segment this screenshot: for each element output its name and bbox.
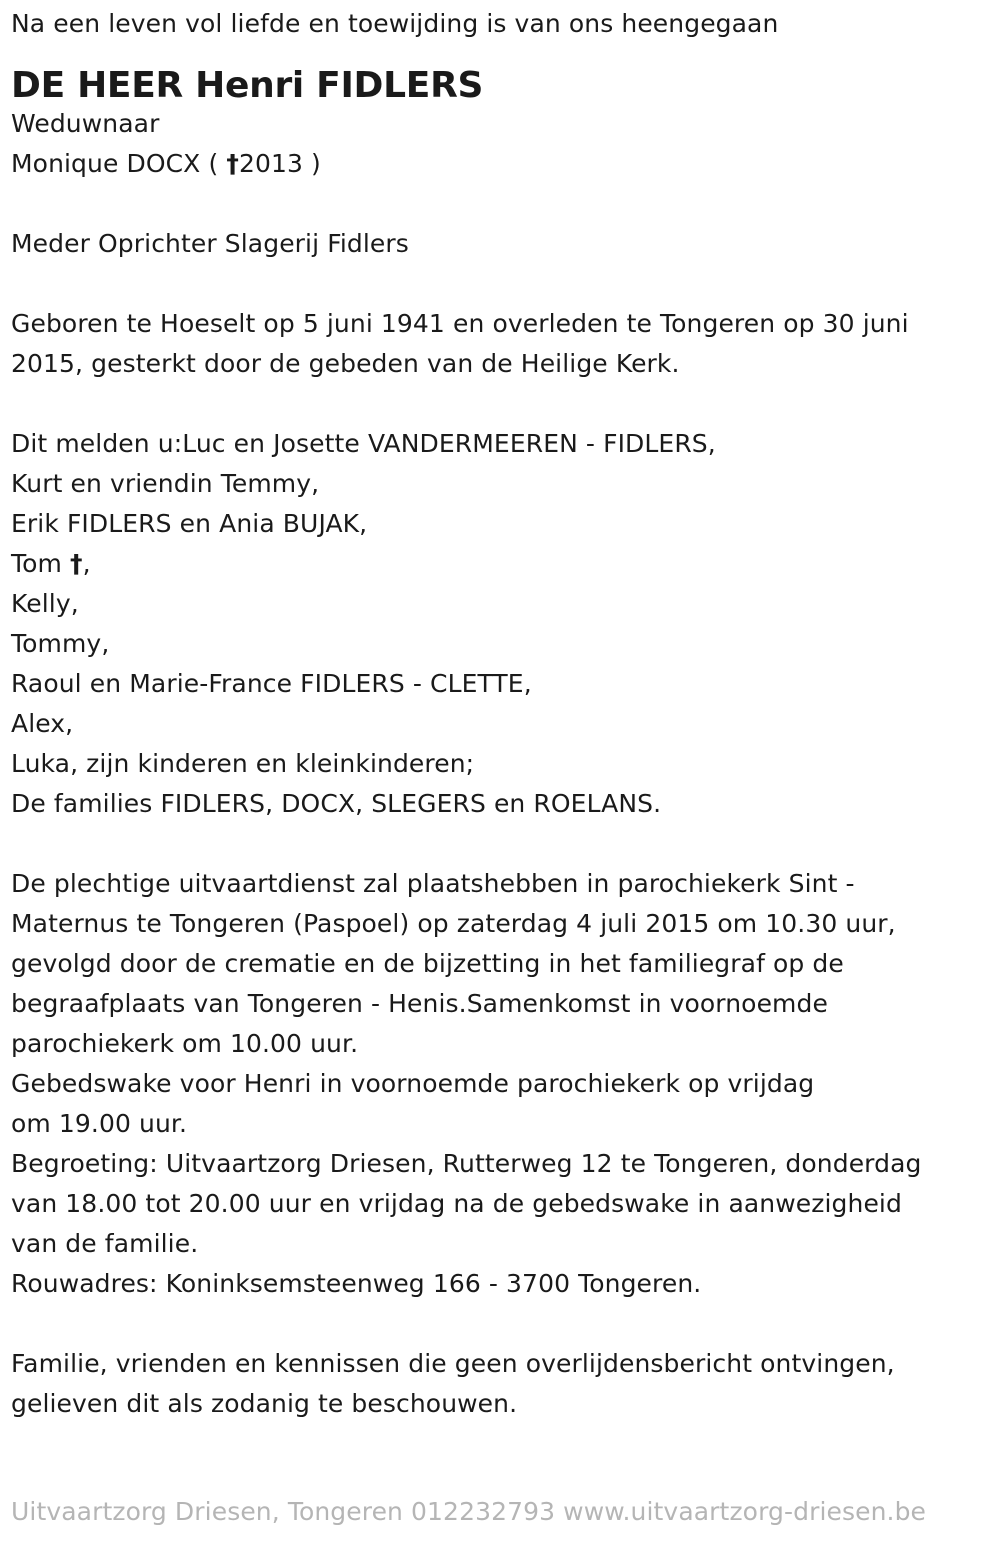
relation-text: Weduwnaar (11, 109, 160, 138)
service-line: parochiekerk om 10.00 uur. (11, 1029, 359, 1058)
spacer (11, 264, 991, 304)
spacer (11, 1304, 991, 1344)
service-line: De plechtige uitvaartdienst zal plaatshebben in parochiekerk Sint - (11, 869, 855, 898)
family-separator: , (82, 549, 91, 578)
closing-line: Familie, vrienden en kennissen die geen overlijdensbericht ontvingen, (11, 1349, 895, 1378)
cross-icon: † (70, 549, 83, 578)
spouse-line (11, 144, 991, 184)
spacer (11, 184, 991, 224)
cross-icon: † (226, 149, 239, 178)
family-line: De families FIDLERS, DOCX, SLEGERS en ROELANS. (11, 789, 662, 818)
family-line: Luka, zijn kinderen en kleinkinderen; (11, 749, 475, 778)
service-line: begraafplaats van Tongeren - Henis.Samenkomst in voornoemde (11, 989, 828, 1018)
spacer (11, 384, 991, 424)
service-line: Begroeting: Uitvaartzorg Driesen, Rutterweg 12 te Tongeren, donderdag (11, 1149, 922, 1178)
service-line: van 18.00 tot 20.00 uur en vrijdag na de gebedswake in aanwezigheid (11, 1189, 902, 1218)
spouse-death-year: 2013 ) (238, 149, 321, 178)
birth-death-line: Geboren te Hoeselt op 5 juni 1941 en overleden te Tongeren op 30 juni (11, 309, 909, 338)
obituary-notice (11, 4, 991, 1424)
service-line: Rouwadres: Koninksemsteenweg 166 - 3700 Tongeren. (11, 1269, 702, 1298)
family-line: Kelly, (11, 589, 79, 618)
service-line: Maternus te Tongeren (Paspoel) op zaterdag 4 juli 2015 om 10.30 uur, (11, 909, 896, 938)
service-line: van de familie. (11, 1229, 199, 1258)
spacer (11, 824, 991, 864)
family-line: Tommy, (11, 629, 110, 658)
intro-text: Na een leven vol liefde en toewijding is van ons heengegaan (11, 9, 779, 38)
family-member-name: Tom (11, 549, 62, 578)
service-line: Gebedswake voor Henri in voornoemde parochiekerk op vrijdag (11, 1069, 815, 1098)
family-line: Erik FIDLERS en Ania BUJAK, (11, 509, 368, 538)
family-line: Raoul en Marie-France FIDLERS - CLETTE, (11, 669, 532, 698)
occupation-text: Meder Oprichter Slagerij Fidlers (11, 229, 409, 258)
service-details (11, 864, 991, 1304)
family-line: Alex, (11, 709, 74, 738)
family-line: Dit melden u:Luc en Josette VANDERMEEREN - FIDLERS, (11, 429, 716, 458)
funeral-home-footer: Uitvaartzorg Driesen, Tongeren 012232793 www.uitvaartzorg-driesen.be (11, 1497, 927, 1526)
family-line-tom (11, 544, 991, 584)
service-line: gevolgd door de crematie en de bijzetting in het familiegraf op de (11, 949, 844, 978)
deceased-name: DE HEER Henri FIDLERS (11, 65, 484, 106)
family-line: Kurt en vriendin Temmy, (11, 469, 320, 498)
service-line: om 19.00 uur. (11, 1109, 188, 1138)
birth-death-line: 2015, gesterkt door de gebeden van de Heilige Kerk. (11, 349, 680, 378)
family-list (11, 424, 991, 824)
spouse-name: Monique DOCX ( (11, 149, 219, 178)
closing-line: gelieven dit als zodanig te beschouwen. (11, 1389, 518, 1418)
